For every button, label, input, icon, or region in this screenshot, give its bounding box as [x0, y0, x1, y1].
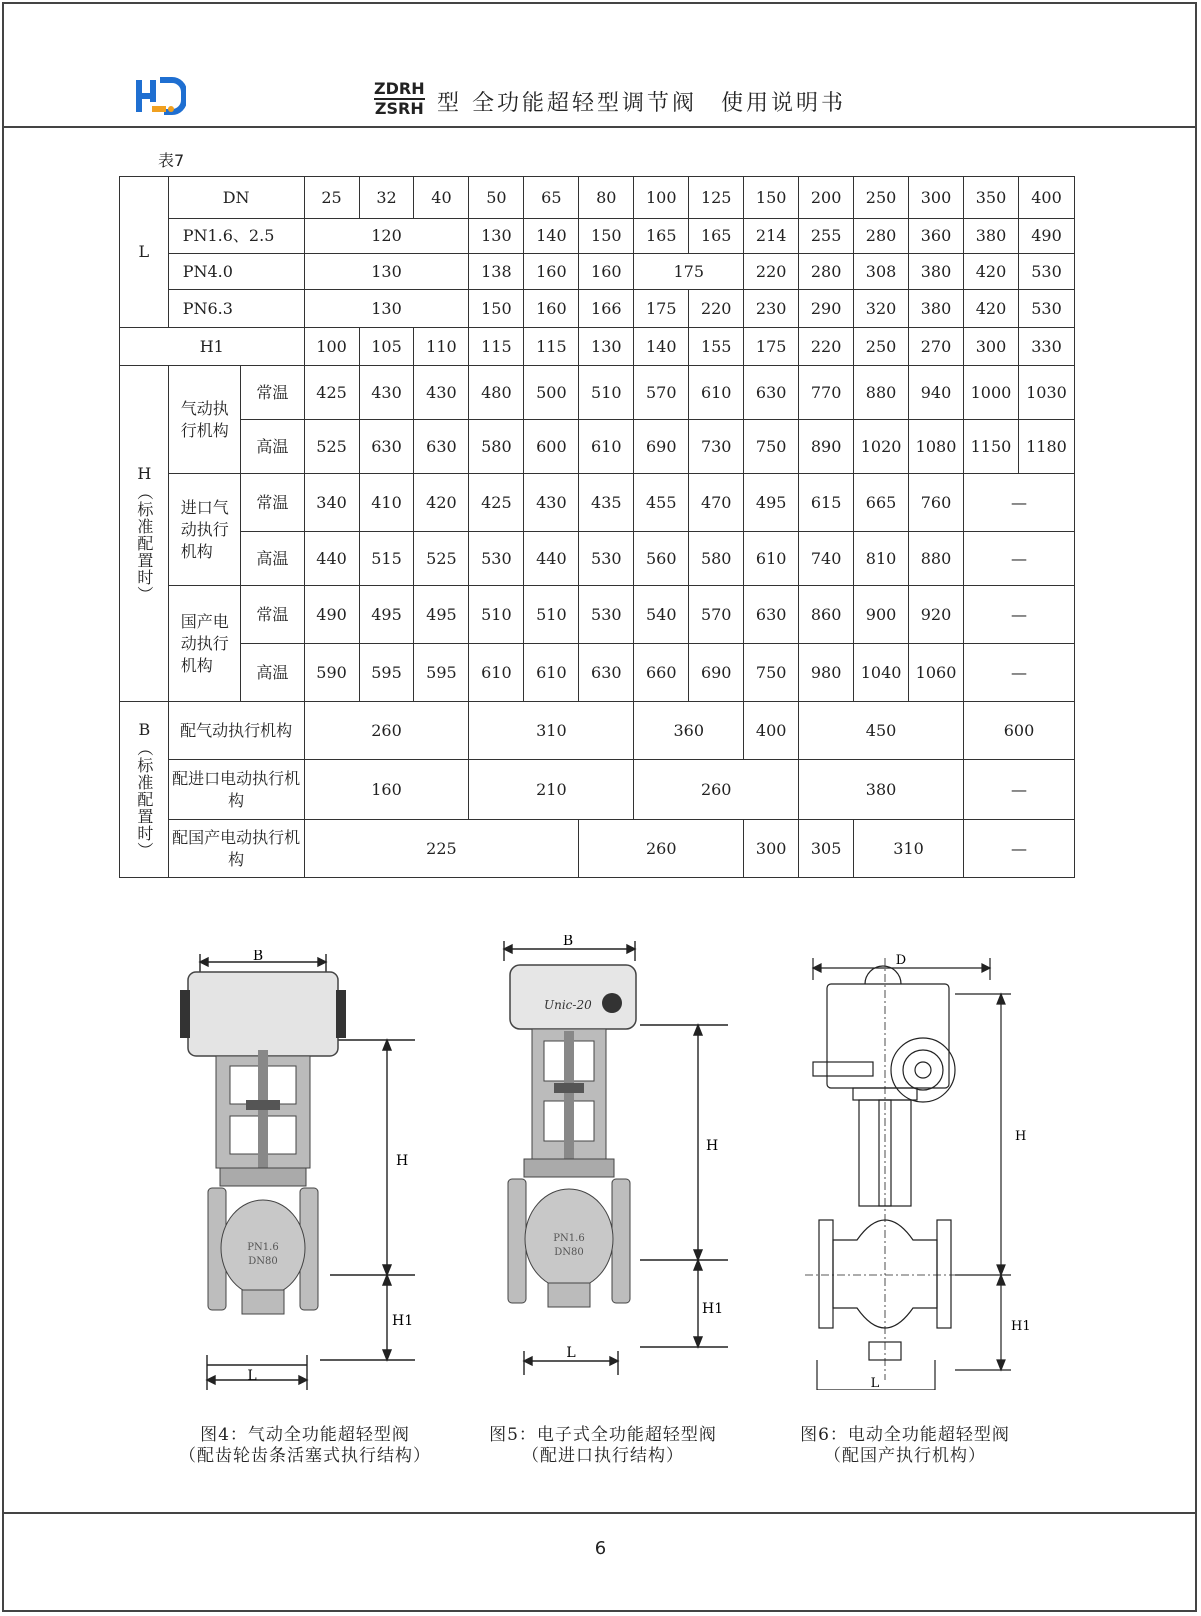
b-cell: —: [964, 760, 1075, 820]
title-sub: 使用说明书: [721, 91, 847, 116]
h1-cell: 330: [1018, 328, 1074, 366]
h-cell: 880: [909, 532, 964, 586]
table-row: [120, 644, 1075, 702]
h-cell: 760: [909, 474, 964, 532]
dn-cell: 350: [964, 177, 1019, 219]
h-cell: 580: [689, 532, 744, 586]
body-pn-text: PN1.6: [247, 1242, 279, 1253]
figure-electronic-valve: [480, 935, 740, 1395]
table-row: [120, 532, 1075, 586]
b-cell: 310: [469, 702, 634, 760]
b-pneumatic-label: 配气动执行机构: [168, 702, 304, 760]
b-cell: 380: [799, 760, 964, 820]
b-cell: 260: [304, 702, 469, 760]
pn63-cell: 130: [304, 290, 469, 328]
dn-cell: 125: [689, 177, 744, 219]
body-dn-text: DN80: [248, 1256, 278, 1267]
h-cell: 590: [304, 644, 359, 702]
b-cell: 360: [634, 702, 744, 760]
table-row: [120, 219, 1075, 254]
pn16-cell: 214: [744, 219, 799, 254]
h-cell: 430: [414, 366, 469, 420]
h1-cell: 175: [744, 328, 799, 366]
h-cell: 660: [634, 644, 689, 702]
h1-cell: 115: [524, 328, 579, 366]
pn40-cell: 160: [579, 254, 634, 290]
h-cell: 630: [744, 586, 799, 644]
h-cell: 770: [799, 366, 854, 420]
dn-cell: 32: [359, 177, 414, 219]
figure-6-caption: [770, 1425, 1040, 1467]
h-cell: 495: [414, 586, 469, 644]
body-pn-text: PN1.6: [553, 1233, 585, 1244]
h-cell: 615: [799, 474, 854, 532]
dim-b-label: B: [562, 935, 574, 949]
pn40-cell: 380: [909, 254, 964, 290]
table-row: [120, 420, 1075, 474]
h-cell: 750: [744, 644, 799, 702]
pn16-label: PN1.6、2.5: [168, 219, 304, 254]
h-domestic-label: 国产电动执行机构: [168, 586, 241, 702]
pn63-label: PN6.3: [168, 290, 304, 328]
dim-h-label: H: [1015, 1129, 1027, 1144]
b-group-label: B（标准配置时）: [120, 702, 169, 878]
h-cell: 510: [579, 366, 634, 420]
caption-line: （配国产执行机构）: [824, 1446, 986, 1466]
dn-cell: 300: [909, 177, 964, 219]
b-imported-label: 配进口电动执行机构: [168, 760, 304, 820]
dn-cell: 25: [304, 177, 359, 219]
table-row: [120, 820, 1075, 878]
h-cell: 340: [304, 474, 359, 532]
spec-table: [119, 176, 1075, 878]
h-cell: 610: [579, 420, 634, 474]
h-cell: 440: [304, 532, 359, 586]
dim-l-label: L: [870, 1376, 880, 1390]
model-code-top: ZDRH: [374, 79, 425, 98]
h-cell: 690: [689, 644, 744, 702]
h1-cell: 110: [414, 328, 469, 366]
b-cell: 160: [304, 760, 469, 820]
h-cell: 665: [854, 474, 909, 532]
h-cell: 410: [359, 474, 414, 532]
b-cell: 300: [744, 820, 799, 878]
h-cell: 480: [469, 366, 524, 420]
h-cell: 860: [799, 586, 854, 644]
h1-cell: 115: [469, 328, 524, 366]
h1-cell: 270: [909, 328, 964, 366]
dn-cell: 150: [744, 177, 799, 219]
caption-line: 图5：电子式全功能超轻型阀: [489, 1425, 717, 1445]
h-cell: 525: [304, 420, 359, 474]
b-cell: 400: [744, 702, 799, 760]
h1-cell: 105: [359, 328, 414, 366]
h-cell: 580: [469, 420, 524, 474]
h-pneumatic-label: 气动执行机构: [168, 366, 241, 474]
h-cell: 610: [524, 644, 579, 702]
footer-rule: [2, 1512, 1197, 1514]
h1-cell: 140: [634, 328, 689, 366]
figure-5-caption: [468, 1425, 738, 1467]
pn16-cell: 360: [909, 219, 964, 254]
h-cell: 1060: [909, 644, 964, 702]
h-cell: 425: [469, 474, 524, 532]
h-cell: 610: [689, 366, 744, 420]
pn40-cell: 160: [524, 254, 579, 290]
pn63-cell: 320: [854, 290, 909, 328]
header-rule: [2, 126, 1197, 128]
h1-cell: 300: [964, 328, 1019, 366]
h-cell: 530: [579, 586, 634, 644]
dim-d-label: D: [895, 953, 907, 968]
h1-cell: 155: [689, 328, 744, 366]
h-dash-cell: —: [964, 474, 1075, 532]
pn16-cell: 490: [1018, 219, 1074, 254]
h-imported-label: 进口气动执行机构: [168, 474, 241, 586]
dim-b-label: B: [252, 950, 264, 964]
caption-line: （配进口执行结构）: [522, 1446, 684, 1466]
h-cell: 455: [634, 474, 689, 532]
pn63-cell: 150: [469, 290, 524, 328]
pn40-cell: 175: [634, 254, 744, 290]
h-cell: 900: [854, 586, 909, 644]
dim-h1-label: H1: [1011, 1319, 1031, 1334]
dim-h1-label: H1: [702, 1301, 724, 1317]
h-cell: 490: [304, 586, 359, 644]
dim-l-label: L: [247, 1368, 257, 1384]
h-cell: 1040: [854, 644, 909, 702]
title-main: 型 全功能超轻型调节阀: [437, 91, 697, 116]
h-cell: 420: [414, 474, 469, 532]
pn63-cell: 220: [689, 290, 744, 328]
pn40-cell: 308: [854, 254, 909, 290]
figure-electric-valve-drawing: [805, 950, 1035, 1390]
dn-cell: 40: [414, 177, 469, 219]
h-cell: 1180: [1018, 420, 1074, 474]
h-dash-cell: —: [964, 586, 1075, 644]
b-cell: 600: [964, 702, 1075, 760]
dn-cell: 50: [469, 177, 524, 219]
high-temp-label: 高温: [241, 532, 304, 586]
h-cell: 810: [854, 532, 909, 586]
h-group-label: H（标准配置时）: [120, 366, 169, 702]
pn16-cell: 150: [579, 219, 634, 254]
dim-l-label: L: [566, 1345, 576, 1361]
dim-h-label: H: [396, 1153, 409, 1169]
b-cell: 210: [469, 760, 634, 820]
pn40-label: PN4.0: [168, 254, 304, 290]
h-cell: 1020: [854, 420, 909, 474]
b-cell: —: [964, 820, 1075, 878]
h-cell: 1000: [964, 366, 1019, 420]
room-temp-label: 常温: [241, 586, 304, 644]
h-cell: 610: [469, 644, 524, 702]
b-cell: 305: [799, 820, 854, 878]
pn16-cell: 120: [304, 219, 469, 254]
figure-pneumatic-valve: [160, 950, 460, 1390]
l-group-label: L: [120, 177, 169, 328]
model-code-bottom: ZSRH: [374, 99, 424, 118]
figure-4-caption: [150, 1425, 460, 1467]
h-cell: 500: [524, 366, 579, 420]
h-cell: 690: [634, 420, 689, 474]
dn-cell: 250: [854, 177, 909, 219]
h-cell: 1080: [909, 420, 964, 474]
h-cell: 470: [689, 474, 744, 532]
table-row: [120, 474, 1075, 532]
b-cell: 310: [854, 820, 964, 878]
b-cell: 260: [634, 760, 799, 820]
pn40-cell: 130: [304, 254, 469, 290]
h-cell: 425: [304, 366, 359, 420]
pn16-cell: 165: [689, 219, 744, 254]
company-logo: [134, 76, 186, 116]
pn40-cell: 420: [964, 254, 1019, 290]
h-cell: 740: [799, 532, 854, 586]
h1-cell: 250: [854, 328, 909, 366]
pn63-cell: 230: [744, 290, 799, 328]
h-cell: 1030: [1018, 366, 1074, 420]
table-row: [120, 254, 1075, 290]
high-temp-label: 高温: [241, 420, 304, 474]
h-cell: 750: [744, 420, 799, 474]
dim-h1-label: H1: [392, 1313, 414, 1329]
b-cell: 450: [799, 702, 964, 760]
h-cell: 530: [469, 532, 524, 586]
caption-line: 图4：气动全功能超轻型阀: [200, 1425, 410, 1445]
h-cell: 540: [634, 586, 689, 644]
h-cell: 515: [359, 532, 414, 586]
h-cell: 440: [524, 532, 579, 586]
pn63-cell: 420: [964, 290, 1019, 328]
h-cell: 630: [359, 420, 414, 474]
h-cell: 435: [579, 474, 634, 532]
h-cell: 730: [689, 420, 744, 474]
h1-cell: 130: [579, 328, 634, 366]
h-cell: 600: [524, 420, 579, 474]
model-code: [374, 80, 425, 118]
h1-cell: 220: [799, 328, 854, 366]
pn40-cell: 280: [799, 254, 854, 290]
pn63-cell: 290: [799, 290, 854, 328]
h1-label: H1: [120, 328, 305, 366]
pn63-cell: 380: [909, 290, 964, 328]
pn40-cell: 138: [469, 254, 524, 290]
h-cell: 630: [744, 366, 799, 420]
h-cell: 630: [579, 644, 634, 702]
actuator-brand-text: Unic-20: [544, 998, 592, 1012]
h-cell: 570: [689, 586, 744, 644]
h-cell: 495: [744, 474, 799, 532]
pn16-cell: 380: [964, 219, 1019, 254]
dn-cell: 65: [524, 177, 579, 219]
pn16-cell: 140: [524, 219, 579, 254]
h-cell: 595: [359, 644, 414, 702]
h-cell: 495: [359, 586, 414, 644]
room-temp-label: 常温: [241, 366, 304, 420]
h-cell: 430: [359, 366, 414, 420]
h-cell: 595: [414, 644, 469, 702]
table-row: [120, 290, 1075, 328]
h-cell: 570: [634, 366, 689, 420]
page-number: 6: [594, 1538, 607, 1559]
table-row: [120, 702, 1075, 760]
pn63-cell: 530: [1018, 290, 1074, 328]
pn16-cell: 165: [634, 219, 689, 254]
dn-cell: 80: [579, 177, 634, 219]
b-cell: 225: [304, 820, 579, 878]
table-row: [120, 366, 1075, 420]
pn63-cell: 175: [634, 290, 689, 328]
h-dash-cell: —: [964, 644, 1075, 702]
h-cell: 890: [799, 420, 854, 474]
h-cell: 510: [469, 586, 524, 644]
table-row: [120, 586, 1075, 644]
h-cell: 510: [524, 586, 579, 644]
dn-cell: 400: [1018, 177, 1074, 219]
h-cell: 920: [909, 586, 964, 644]
page-title: [437, 86, 846, 117]
pn40-cell: 220: [744, 254, 799, 290]
h-cell: 525: [414, 532, 469, 586]
pn16-cell: 130: [469, 219, 524, 254]
h-cell: 980: [799, 644, 854, 702]
high-temp-label: 高温: [241, 644, 304, 702]
h1-cell: 100: [304, 328, 359, 366]
table-row: [120, 328, 1075, 366]
dn-cell: 100: [634, 177, 689, 219]
h-cell: 880: [854, 366, 909, 420]
table-label: 表7: [158, 151, 185, 170]
pn16-cell: 255: [799, 219, 854, 254]
h-cell: 610: [744, 532, 799, 586]
dn-label: DN: [168, 177, 304, 219]
pn16-cell: 280: [854, 219, 909, 254]
b-cell: 260: [579, 820, 744, 878]
h-cell: 940: [909, 366, 964, 420]
h-cell: 1150: [964, 420, 1019, 474]
caption-line: （配齿轮齿条活塞式执行结构）: [179, 1446, 431, 1466]
body-dn-text: DN80: [554, 1247, 584, 1258]
h-cell: 630: [414, 420, 469, 474]
caption-line: 图6：电动全功能超轻型阀: [800, 1425, 1010, 1445]
table-row: [120, 760, 1075, 820]
h-dash-cell: —: [964, 532, 1075, 586]
dn-cell: 200: [799, 177, 854, 219]
pn40-cell: 530: [1018, 254, 1074, 290]
room-temp-label: 常温: [241, 474, 304, 532]
h-cell: 560: [634, 532, 689, 586]
dim-h-label: H: [706, 1138, 719, 1154]
table-row: [120, 177, 1075, 219]
h-cell: 430: [524, 474, 579, 532]
pn63-cell: 160: [524, 290, 579, 328]
pn63-cell: 166: [579, 290, 634, 328]
b-domestic-label: 配国产电动执行机构: [168, 820, 304, 878]
h-cell: 530: [579, 532, 634, 586]
